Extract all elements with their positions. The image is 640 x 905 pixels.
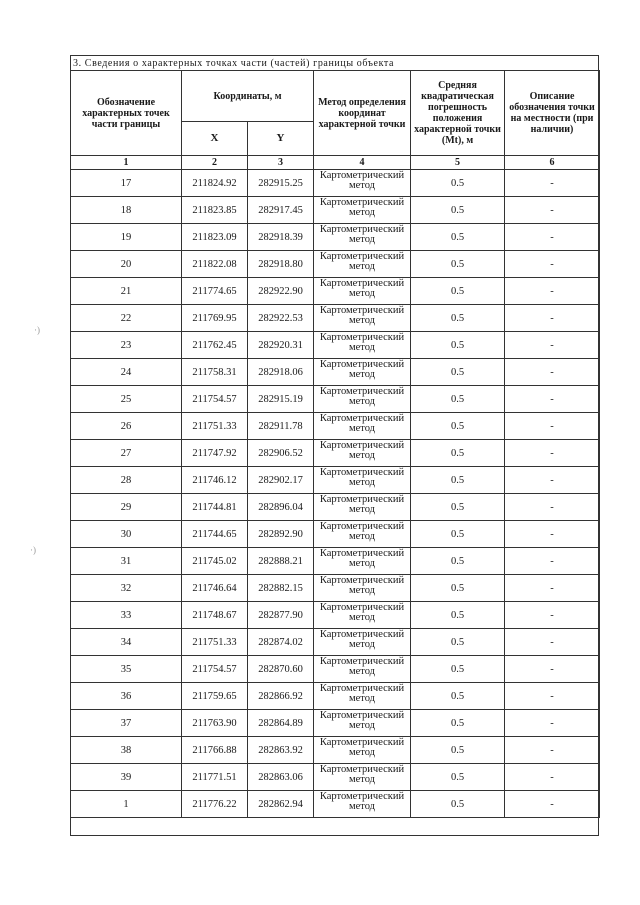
header-y: Y <box>248 122 314 156</box>
coord-x-cell: 211748.67 <box>182 602 248 629</box>
coord-y-cell: 282915.25 <box>248 170 314 197</box>
table-row <box>71 170 600 197</box>
table-row <box>71 278 600 305</box>
coord-y-cell: 282874.02 <box>248 629 314 656</box>
coord-x-cell: 211747.92 <box>182 440 248 467</box>
point-cell: 36 <box>71 683 182 710</box>
coord-y-cell: 282896.04 <box>248 494 314 521</box>
error-cell: 0.5 <box>411 278 505 305</box>
coord-x-cell: 211763.90 <box>182 710 248 737</box>
coord-y-cell: 282862.94 <box>248 791 314 818</box>
description-cell: - <box>505 764 600 791</box>
description-cell: - <box>505 575 600 602</box>
error-cell: 0.5 <box>411 197 505 224</box>
coord-y-cell: 282917.45 <box>248 197 314 224</box>
coord-y-cell: 282863.06 <box>248 764 314 791</box>
table-row <box>71 521 600 548</box>
point-cell: 22 <box>71 305 182 332</box>
point-cell: 25 <box>71 386 182 413</box>
point-cell: 38 <box>71 737 182 764</box>
method-cell: Картометрический метод <box>314 494 411 521</box>
description-cell: - <box>505 332 600 359</box>
method-cell: Картометрический метод <box>314 791 411 818</box>
coord-y-cell: 282918.80 <box>248 251 314 278</box>
coord-x-cell: 211766.88 <box>182 737 248 764</box>
coord-x-cell: 211751.33 <box>182 413 248 440</box>
column-number: 4 <box>314 156 411 170</box>
column-number: 6 <box>505 156 600 170</box>
coord-x-cell: 211776.22 <box>182 791 248 818</box>
coord-x-cell: 211758.31 <box>182 359 248 386</box>
method-cell: Картометрический метод <box>314 602 411 629</box>
table-row <box>71 386 600 413</box>
description-cell: - <box>505 791 600 818</box>
error-cell: 0.5 <box>411 251 505 278</box>
point-cell: 31 <box>71 548 182 575</box>
coord-y-cell: 282877.90 <box>248 602 314 629</box>
error-cell: 0.5 <box>411 413 505 440</box>
error-cell: 0.5 <box>411 305 505 332</box>
coord-y-cell: 282863.92 <box>248 737 314 764</box>
scan-margin-mark: ·) <box>30 545 36 555</box>
coord-y-cell: 282920.31 <box>248 332 314 359</box>
coord-x-cell: 211746.12 <box>182 467 248 494</box>
coord-y-cell: 282922.53 <box>248 305 314 332</box>
point-cell: 27 <box>71 440 182 467</box>
column-number: 5 <box>411 156 505 170</box>
error-cell: 0.5 <box>411 764 505 791</box>
point-cell: 28 <box>71 467 182 494</box>
description-cell: - <box>505 467 600 494</box>
header-point: Обозначение характерных точек части границы <box>71 71 182 156</box>
table-row <box>71 197 600 224</box>
coord-x-cell: 211745.02 <box>182 548 248 575</box>
method-cell: Картометрический метод <box>314 413 411 440</box>
description-cell: - <box>505 737 600 764</box>
description-cell: - <box>505 359 600 386</box>
section-title: 3. Сведения о характерных точках части (частей) границы объекта <box>73 58 395 69</box>
coord-y-cell: 282915.19 <box>248 386 314 413</box>
error-cell: 0.5 <box>411 602 505 629</box>
description-cell: - <box>505 629 600 656</box>
description-cell: - <box>505 386 600 413</box>
error-cell: 0.5 <box>411 629 505 656</box>
coord-y-cell: 282892.90 <box>248 521 314 548</box>
coord-x-cell: 211774.65 <box>182 278 248 305</box>
point-cell: 18 <box>71 197 182 224</box>
coord-y-cell: 282922.90 <box>248 278 314 305</box>
description-cell: - <box>505 440 600 467</box>
method-cell: Картометрический метод <box>314 656 411 683</box>
description-cell: - <box>505 170 600 197</box>
coord-x-cell: 211759.65 <box>182 683 248 710</box>
table-row <box>71 629 600 656</box>
error-cell: 0.5 <box>411 791 505 818</box>
description-cell: - <box>505 602 600 629</box>
method-cell: Картометрический метод <box>314 548 411 575</box>
table-row <box>71 332 600 359</box>
table-row <box>71 305 600 332</box>
method-cell: Картометрический метод <box>314 305 411 332</box>
error-cell: 0.5 <box>411 575 505 602</box>
point-cell: 24 <box>71 359 182 386</box>
description-cell: - <box>505 251 600 278</box>
description-cell: - <box>505 197 600 224</box>
point-cell: 23 <box>71 332 182 359</box>
description-cell: - <box>505 413 600 440</box>
method-cell: Картометрический метод <box>314 170 411 197</box>
table-row <box>71 737 600 764</box>
error-cell: 0.5 <box>411 170 505 197</box>
error-cell: 0.5 <box>411 683 505 710</box>
description-cell: - <box>505 494 600 521</box>
coord-x-cell: 211824.92 <box>182 170 248 197</box>
boundary-points-table <box>70 70 600 818</box>
coord-x-cell: 211744.65 <box>182 521 248 548</box>
description-cell: - <box>505 548 600 575</box>
error-cell: 0.5 <box>411 737 505 764</box>
point-cell: 21 <box>71 278 182 305</box>
method-cell: Картометрический метод <box>314 683 411 710</box>
table-row <box>71 710 600 737</box>
table-row <box>71 602 600 629</box>
method-cell: Картометрический метод <box>314 764 411 791</box>
method-cell: Картометрический метод <box>314 467 411 494</box>
point-cell: 29 <box>71 494 182 521</box>
table-row <box>71 359 600 386</box>
scan-margin-mark: ·) <box>34 325 40 335</box>
table-row <box>71 656 600 683</box>
table-row <box>71 683 600 710</box>
error-cell: 0.5 <box>411 494 505 521</box>
header-description: Описание обозначения точки на местности (при наличии) <box>505 71 600 156</box>
method-cell: Картометрический метод <box>314 575 411 602</box>
header-method: Метод определения координат характерной точки <box>314 71 411 156</box>
method-cell: Картометрический метод <box>314 278 411 305</box>
description-cell: - <box>505 278 600 305</box>
coord-x-cell: 211823.85 <box>182 197 248 224</box>
description-cell: - <box>505 521 600 548</box>
description-cell: - <box>505 683 600 710</box>
point-cell: 30 <box>71 521 182 548</box>
description-cell: - <box>505 710 600 737</box>
error-cell: 0.5 <box>411 224 505 251</box>
coord-x-cell: 211751.33 <box>182 629 248 656</box>
point-cell: 17 <box>71 170 182 197</box>
column-number: 3 <box>248 156 314 170</box>
table-row <box>71 494 600 521</box>
header-x: X <box>182 122 248 156</box>
table-row <box>71 251 600 278</box>
table-row <box>71 791 600 818</box>
coord-y-cell: 282864.89 <box>248 710 314 737</box>
coord-y-cell: 282902.17 <box>248 467 314 494</box>
coord-y-cell: 282870.60 <box>248 656 314 683</box>
coord-y-cell: 282866.92 <box>248 683 314 710</box>
table-row <box>71 224 600 251</box>
point-cell: 34 <box>71 629 182 656</box>
error-cell: 0.5 <box>411 710 505 737</box>
method-cell: Картометрический метод <box>314 224 411 251</box>
table-row <box>71 548 600 575</box>
table-row <box>71 413 600 440</box>
point-cell: 33 <box>71 602 182 629</box>
coord-x-cell: 211754.57 <box>182 386 248 413</box>
description-cell: - <box>505 305 600 332</box>
point-cell: 19 <box>71 224 182 251</box>
method-cell: Картометрический метод <box>314 386 411 413</box>
coord-x-cell: 211744.81 <box>182 494 248 521</box>
method-cell: Картометрический метод <box>314 521 411 548</box>
column-number: 2 <box>182 156 248 170</box>
error-cell: 0.5 <box>411 548 505 575</box>
method-cell: Картометрический метод <box>314 251 411 278</box>
coord-y-cell: 282911.78 <box>248 413 314 440</box>
point-cell: 26 <box>71 413 182 440</box>
point-cell: 32 <box>71 575 182 602</box>
error-cell: 0.5 <box>411 332 505 359</box>
header-coordinates: Координаты, м <box>182 71 314 122</box>
method-cell: Картометрический метод <box>314 332 411 359</box>
error-cell: 0.5 <box>411 656 505 683</box>
table-row <box>71 575 600 602</box>
coord-x-cell: 211823.09 <box>182 224 248 251</box>
coord-y-cell: 282918.39 <box>248 224 314 251</box>
method-cell: Картометрический метод <box>314 197 411 224</box>
description-cell: - <box>505 656 600 683</box>
coord-y-cell: 282882.15 <box>248 575 314 602</box>
description-cell: - <box>505 224 600 251</box>
coord-x-cell: 211769.95 <box>182 305 248 332</box>
error-cell: 0.5 <box>411 440 505 467</box>
error-cell: 0.5 <box>411 467 505 494</box>
table-row <box>71 764 600 791</box>
method-cell: Картометрический метод <box>314 440 411 467</box>
error-cell: 0.5 <box>411 359 505 386</box>
point-cell: 35 <box>71 656 182 683</box>
table-row <box>71 440 600 467</box>
column-number: 1 <box>71 156 182 170</box>
coord-y-cell: 282906.52 <box>248 440 314 467</box>
coord-x-cell: 211771.51 <box>182 764 248 791</box>
method-cell: Картометрический метод <box>314 737 411 764</box>
coord-x-cell: 211746.64 <box>182 575 248 602</box>
table-row <box>71 467 600 494</box>
method-cell: Картометрический метод <box>314 710 411 737</box>
coord-x-cell: 211822.08 <box>182 251 248 278</box>
method-cell: Картометрический метод <box>314 629 411 656</box>
point-cell: 20 <box>71 251 182 278</box>
point-cell: 1 <box>71 791 182 818</box>
coord-y-cell: 282888.21 <box>248 548 314 575</box>
coord-y-cell: 282918.06 <box>248 359 314 386</box>
point-cell: 39 <box>71 764 182 791</box>
header-error: Средняя квадратическая погрешность положения характерной точки (Mt), м <box>411 71 505 156</box>
error-cell: 0.5 <box>411 386 505 413</box>
coord-x-cell: 211754.57 <box>182 656 248 683</box>
coord-x-cell: 211762.45 <box>182 332 248 359</box>
error-cell: 0.5 <box>411 521 505 548</box>
point-cell: 37 <box>71 710 182 737</box>
method-cell: Картометрический метод <box>314 359 411 386</box>
